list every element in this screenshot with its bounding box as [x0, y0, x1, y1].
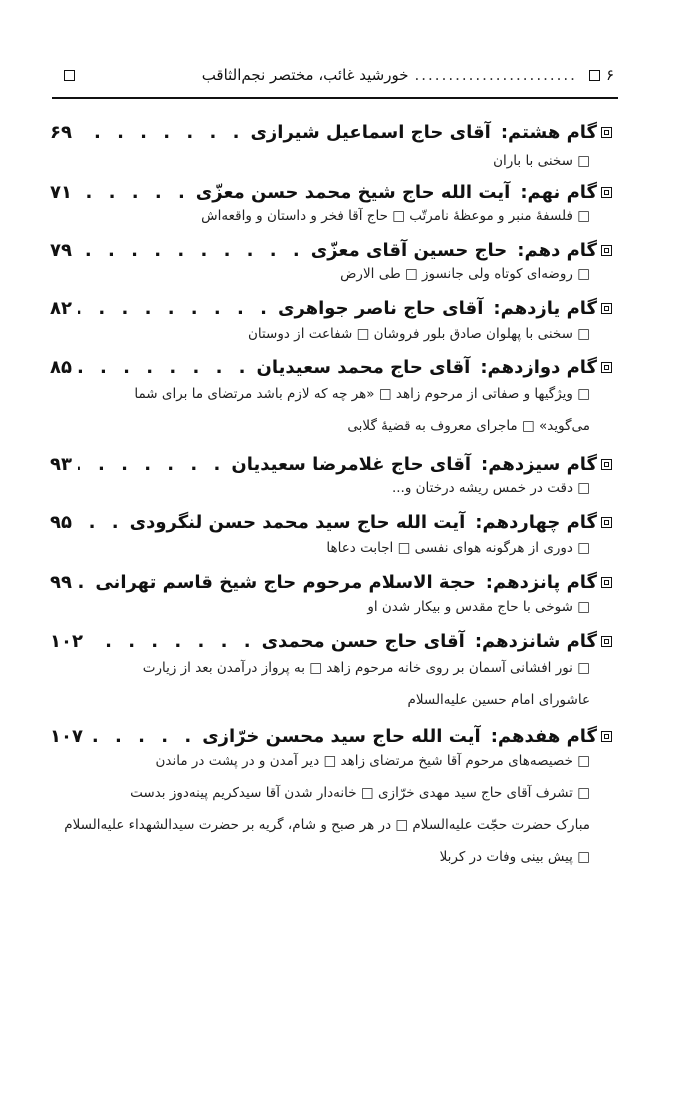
running-header — [58, 62, 614, 88]
entry-page-number: ۷۹ — [50, 239, 72, 261]
dot-leader — [78, 122, 244, 143]
square-ornament-icon — [64, 70, 75, 81]
dot-leader — [78, 298, 272, 319]
entry-name: آقای حاج ناصر جواهری — [277, 297, 484, 319]
toc-entry-heading[interactable] — [50, 626, 612, 656]
entry-label: گام نهم: — [520, 181, 597, 203]
entry-page-number: ۱۰۲ — [50, 630, 83, 652]
entry-name: آقای حاج اسماعیل شیرازی — [250, 121, 491, 143]
toc-subitem-line: □ سخنی با پهلوان صادق بلور فروشان □ شفاعت از دوستان — [247, 326, 590, 342]
entry-label: گام یازدهم: — [493, 297, 597, 319]
toc-subitem-line: □ روضه‌ای کوتاه ولی جانسوز □ طی الارض — [340, 266, 590, 282]
toc-entry-heading[interactable] — [50, 449, 612, 479]
page-number: ۶ — [605, 66, 614, 84]
toc-entry-heading[interactable] — [50, 352, 612, 382]
toc-subitem-line: مبارک حضرت حجّت علیه‌السلام □ در هر صبح و شام، گریه بر حضرت سیدالشهداء علیه‌السلام — [64, 817, 590, 833]
boxed-square-icon — [601, 245, 612, 256]
header-leader: ........................ — [414, 66, 577, 84]
toc-entry-heading[interactable] — [50, 117, 612, 147]
entry-label: گام دوازدهم: — [480, 356, 597, 378]
entry-label: گام شانزدهم: — [474, 630, 597, 652]
dot-leader — [78, 512, 124, 533]
toc-subitem-line: □ تشرف آقای حاج سید مهدی خرّازی □ خانه‌دار شدن آقا سیدکریم پینه‌دوز بدست — [130, 785, 590, 801]
entry-label: گام هشتم: — [500, 121, 597, 143]
dot-leader — [78, 240, 305, 261]
toc-subitem-line: □ دوری از هرگونه هوای نفسی □ اجابت دعاها — [326, 540, 590, 556]
boxed-square-icon — [601, 187, 612, 198]
square-ornament-icon — [589, 70, 600, 81]
entry-name: حاج حسین آقای معزّی — [310, 239, 508, 261]
entry-page-number: ۹۵ — [50, 511, 72, 533]
book-title: خورشید غائب، مختصر نجم‌الثاقب — [201, 66, 409, 84]
dot-leader — [78, 357, 251, 378]
entry-name: آقای حاج غلامرضا سعیدیان — [231, 453, 472, 475]
entry-page-number: ۸۲ — [50, 297, 72, 319]
toc-subitem-line: □ شوخی با حاج مقدس و بیکار شدن او — [367, 599, 590, 615]
toc-subitem-line: □ فلسفهٔ منبر و موعظهٔ نامرتّب □ حاج آقا فخر و داستان و واقعه‌اش — [201, 208, 590, 224]
toc-subitem-line: □ پیش بینی وفات در کربلا — [439, 849, 590, 865]
entry-label: گام دهم: — [517, 239, 597, 261]
entry-page-number: ۸۵ — [50, 356, 72, 378]
entry-label: گام چهاردهم: — [475, 511, 597, 533]
toc-entry-heading[interactable] — [50, 567, 612, 597]
toc-subitem-line: □ خصیصه‌های مرحوم آقا شیخ مرتضای زاهد □ دیر آمدن و در پشت در ماندن — [155, 753, 590, 769]
dot-leader — [89, 631, 256, 652]
entry-page-number: ۶۹ — [50, 121, 72, 143]
entry-page-number: ۹۳ — [50, 453, 72, 475]
boxed-square-icon — [601, 731, 612, 742]
toc-subitem-line: می‌گوید» □ ماجرای معروف به قضیهٔ گلابی — [347, 418, 590, 434]
toc-entry-heading[interactable] — [50, 235, 612, 265]
toc-subitem-line: □ ویژگیها و صفاتی از مرحوم زاهد □ «هر چه که لازم باشد مرتضای ما برای شما — [134, 386, 590, 402]
dot-leader — [78, 572, 89, 593]
boxed-square-icon — [601, 127, 612, 138]
entry-page-number: ۷۱ — [50, 181, 72, 203]
entry-label: گام هفدهم: — [490, 725, 597, 747]
entry-name: آقای حاج حسن محمدی — [261, 630, 465, 652]
toc-subitem-line: □ سخنی با باران — [493, 153, 590, 169]
entry-label: گام سیزدهم: — [481, 453, 597, 475]
entry-name: آقای حاج محمد سعیدیان — [256, 356, 471, 378]
boxed-square-icon — [601, 517, 612, 528]
entry-name: آیت الله حاج سید محمد حسن لنگرودی — [129, 511, 466, 533]
entry-page-number: ۹۹ — [50, 571, 72, 593]
toc-entry-heading[interactable] — [50, 507, 612, 537]
toc-subitem-line: □ دقت در خمس ریشه درختان و... — [391, 480, 590, 496]
boxed-square-icon — [601, 459, 612, 470]
toc-entry-heading[interactable] — [50, 293, 612, 323]
entry-name: حجة الاسلام مرحوم حاج شیخ قاسم تهرانی — [95, 571, 476, 593]
toc-entry-heading[interactable] — [50, 177, 612, 207]
toc-subitem-line: □ نور افشانی آسمان بر روی خانه مرحوم زاهد □ به پرواز درآمدن بعد از زیارت — [142, 660, 590, 676]
dot-leader — [89, 726, 196, 747]
toc-subitem-line: عاشورای امام حسین علیه‌السلام — [407, 692, 590, 708]
boxed-square-icon — [601, 362, 612, 373]
entry-name: آیت الله حاج شیخ محمد حسن معزّی — [195, 181, 511, 203]
toc-entry-heading[interactable] — [50, 721, 612, 751]
entry-name: آیت الله حاج سید محسن خرّازی — [202, 725, 481, 747]
dot-leader — [78, 182, 190, 203]
entry-page-number: ۱۰۷ — [50, 725, 83, 747]
boxed-square-icon — [601, 303, 612, 314]
boxed-square-icon — [601, 577, 612, 588]
entry-label: گام پانزدهم: — [485, 571, 597, 593]
header-rule — [52, 97, 618, 99]
dot-leader — [78, 454, 225, 475]
boxed-square-icon — [601, 636, 612, 647]
